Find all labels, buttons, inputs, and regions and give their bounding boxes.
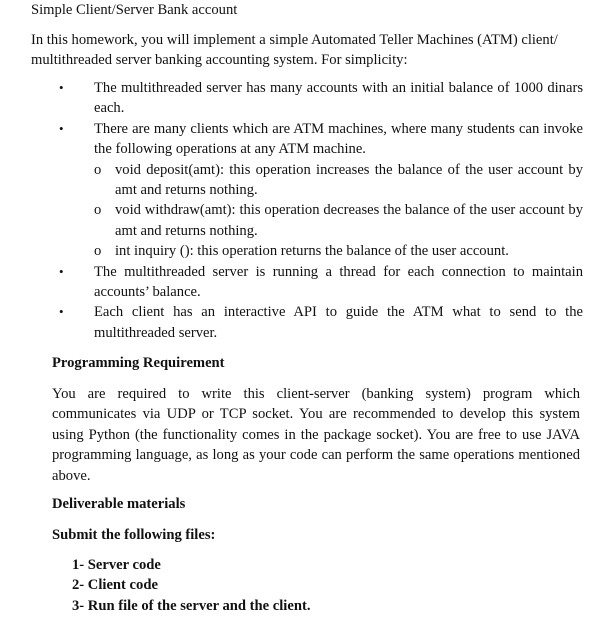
list-item — [31, 262, 583, 303]
list-item — [31, 78, 583, 119]
intro-paragraph: In this homework, you will implement a simple Automated Teller Machines (ATM) client/ multithreaded server banking accounting system. For simplicity: — [31, 32, 558, 69]
document-title: Simple Client/Server Bank account — [31, 2, 238, 18]
operation-item — [94, 200, 583, 241]
operation-text: void deposit(amt): this operation increases the balance of the user account by amt and returns nothing. — [115, 161, 583, 199]
list-item-text: The multithreaded server has many accounts with an initial balance of 1000 dinars each. — [94, 80, 583, 117]
operation-text: void withdraw(amt): this operation decreases the balance of the user account by amt and returns nothing. — [115, 202, 583, 239]
list-item-text: Each client has an interactive API to guide the ATM what to send to the multithreaded server. — [94, 304, 583, 341]
file-item: 3- Run file of the server and the client. — [72, 597, 311, 614]
circle-marker: o — [94, 243, 102, 260]
list-item — [31, 302, 583, 343]
operation-item — [94, 160, 583, 201]
deliverables-heading: Deliverable materials — [52, 496, 186, 512]
requirements-list — [31, 78, 583, 343]
operation-text: int inquiry (): this operation returns the balance of the user account. — [115, 243, 509, 260]
list-item-text: There are many clients which are ATM machines, where many students can invoke the following operations at any ATM machine. — [94, 120, 583, 158]
bullet-marker: • — [59, 263, 64, 279]
circle-marker: o — [94, 161, 102, 178]
programming-requirement-paragraph: You are required to write this client-server (banking system) program which communicates via UDP or TCP socket. You are recommended to develop this system using Python (the functionality comes in the package socket). You are free to use JAVA programming language, as long as your code can perform the same operations mentioned above. — [52, 386, 580, 484]
operation-item — [94, 241, 583, 261]
bullet-marker: • — [59, 304, 64, 320]
circle-marker: o — [94, 202, 102, 219]
file-item: 1- Server code — [72, 557, 161, 573]
operations-list — [94, 160, 583, 262]
list-item-text: The multithreaded server is running a thread for each connection to maintain accounts’ balance. — [94, 263, 583, 301]
list-item — [31, 119, 583, 262]
file-item: 2- Client code — [72, 577, 158, 594]
bullet-marker: • — [59, 120, 64, 136]
submit-files-heading: Submit the following files: — [52, 527, 216, 543]
files-list — [72, 555, 310, 616]
programming-requirement-heading: Programming Requirement — [52, 355, 225, 371]
bullet-marker: • — [59, 80, 64, 95]
